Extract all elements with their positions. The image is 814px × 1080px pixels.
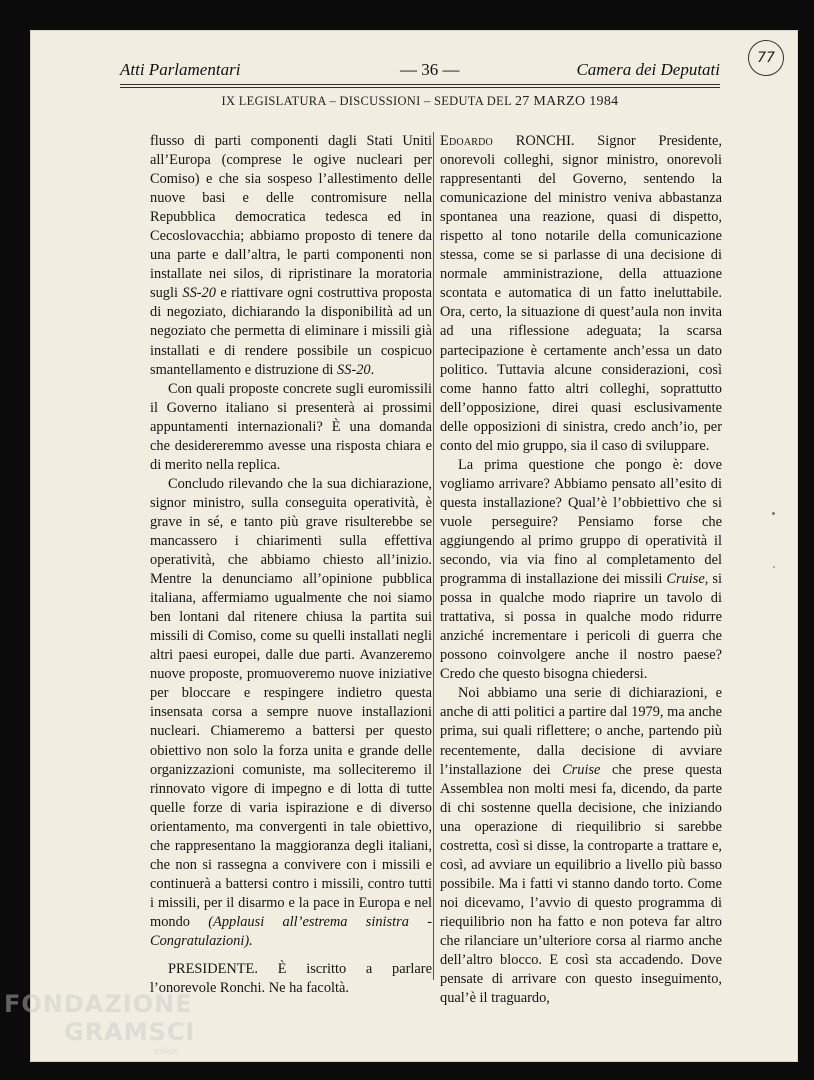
watermark-line-3: onlus: [154, 1047, 179, 1057]
paragraph: Concludo rilevando che la sua dichiarazione, signor ministro, sulla conseguita operatività, è grave in sé, e tanto più grave risulterebbe se mancassero i chiarimenti sulla effettiva operatività, che abbiamo chiesto all’inizio. Mentre la denunciamo all’opinione pubblica italiana, affermiamo ugualmente che noi siamo ben lontani dal ritenere chiusa la partita sui missili di Comiso, come su quelli installati negli altri paesi europei, dalle due parti. Avanzeremo nuove proposte, promuoveremo nuove iniziative per bloccare e respingere indietro questa insensata corsa a sempre nuove installazioni nucleari. Chiameremo a battersi per questo obiettivo non solo la forza unita e grande delle organizzazioni comuniste, ma solleciteremo il rinnovato vigore di impegno e di lotta di tutte quelle forze di varia ispirazione e di diverso orientamento, ma convergenti in tale obiettivo, che rappresentano la maggioranza degli italiani, che non si rassegna a convivere con i missili e continuerà a battersi contro i missili, contro tutti i missili, per il disarmo e la pace in Europa e nel mondo (Applausi all’estrema sinistra - Congratulazioni).: [150, 475, 432, 949]
left-text-column: [150, 132, 432, 998]
paper-speck: [773, 566, 775, 568]
session-subheader: [120, 94, 720, 110]
right-text-column: [440, 132, 722, 1008]
applause-note: (Applausi all’estrema sinistra - Congratulazioni).: [150, 913, 432, 949]
column-divider: [433, 132, 434, 980]
paragraph: La prima questione che pongo è: dove vogliamo arrivare? Abbiamo pensato all’esito di questa installazione? Qual’è l’obbiettivo che si vuole perseguire? Pensiamo forse che aggiungendo al primo gruppo di operatività il secondo, via via fino al completamento del programma di installazione dei missili Cruise, si possa in qualche modo riaprire un tavolo di trattativa, si possa in qualche modo ridurre anziché incrementare i pericoli di guerra che possono coinvolgere anche il nostro paese? Credo che questo bisogna chiedersi.: [440, 456, 722, 683]
watermark-line-2: GRAMSCI: [64, 1018, 196, 1046]
header-right-title: Camera dei Deputati: [576, 60, 720, 79]
paragraph: flusso di parti componenti dagli Stati Uniti all’Europa (comprese le ogive nucleari per Comiso) e che sia sospeso l’allestimento delle nuove basi e delle contromisure nella Repubblica democratica tedesca ed in Cecoslovacchia; abbiamo proposto di tenere da una parte e dall’altra, le parti componenti non installate nei silos, di ripristinare la moratoria sugli SS-20 e riattivare ogni costruttiva proposta di negoziato, dichiarando la disponibilità ad un negoziato che permetta di eliminare i missili già installati e di rendere possibile un cospicuo smantellamento e distruzione di SS-20.: [150, 133, 432, 378]
session-text: IX LEGISLATURA – DISCUSSIONI – SEDUTA DEL: [221, 94, 512, 108]
watermark: [4, 990, 195, 1058]
session-date: 27 MARZO 1984: [514, 94, 619, 109]
paragraph: PRESIDENTE. È iscritto a parlare l’onorevole Ronchi. Ne ha facoltà.: [150, 961, 432, 997]
paragraph: Noi abbiamo una serie di dichiarazioni, e anche di atti politici a partire dal 1979, ma anche prima, sui quali riflettere; o anche, partendo più recentemente, dalla decisione di avviare l’installazione dei Cruise che prese questa Assemblea non molti mesi fa, dicendo, da parte di chi sostenne quella decisione, che iniziando una operazione di riequilibrio si sarebbe costretta, così si disse, la controparte a trattare e, così, ad avviare un equilibrio a livello più basso possibile. Ma i fatti vi stanno dando torto. Come noi dicevamo, l’avvio di questo programma di riequilibrio non ha fatto e non poteva far altro che rilanciare un’ulteriore corsa al riarmo anche dell’altro blocco. E così sta accadendo. Dove pensate di arrivare con questo inseguimento, qual’è il traguardo,: [440, 685, 722, 1007]
speaker-surname: RONCHI.: [515, 133, 575, 149]
page-number: — 36 —: [400, 60, 460, 79]
paragraph: Con quali proposte concrete sugli euromissili il Governo italiano si presenterà ai prossimi appuntamenti internazionali? È una domanda che desidereremmo avesse una risposta chiara e di merito nella replica.: [150, 380, 432, 473]
watermark-line-1: FONDAZIONE: [4, 990, 193, 1018]
paragraph: Edoardo RONCHI. Signor Presidente, onorevoli colleghi, signor ministro, onorevoli rappresentanti del Governo, sentendo la comunicazione del ministro veniva abbastanza spontanea una reazione, quasi di dispetto, rispetto al tono notarile della comunicazione stessa, come se si parlasse di una decisione di normale amministrazione, della attuazione scontata e automatica di un fatto ineluttabile. Ora, certo, la situazione di quest’aula non invita ad una riflessione adeguata; la scarsa partecipazione è certamente anch’essa un dato politico. Tuttavia alcune considerazioni, così come hanno fatto altri colleghi, soprattutto dell’opposizione, direi quasi esclusivamente delle opposizioni di sinistra, credo anch’io, per conto del mio gruppo, sia il caso di sviluppare.: [440, 133, 722, 454]
handwritten-page-annotation: 77: [748, 40, 784, 76]
page-header: [120, 60, 720, 84]
header-rule-bottom: [120, 87, 720, 88]
header-rule-top: [120, 84, 720, 85]
paper-speck: [772, 512, 775, 515]
speaker-name: PRESIDENTE.: [168, 961, 258, 978]
speaker-first-name: Edoardo: [440, 133, 493, 149]
header-left-title: Atti Parlamentari: [120, 60, 241, 79]
